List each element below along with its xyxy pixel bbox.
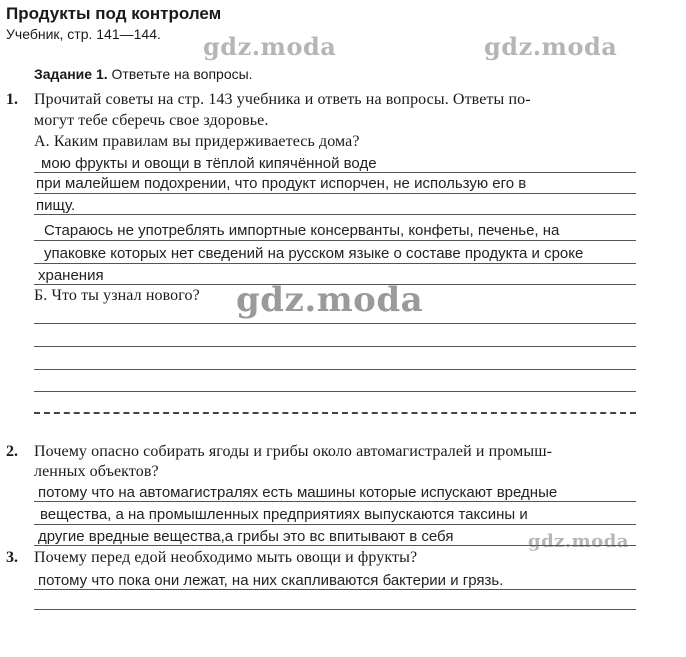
question-text: могут тебе сберечь свое здоровье. xyxy=(34,112,269,129)
watermark: gdz.moda xyxy=(236,280,424,320)
answer-line: мою фрукты и овощи в тёплой кипячённой воде xyxy=(41,155,377,172)
writing-line xyxy=(34,369,636,370)
answer-line: при малейшем подохрении, что продукт испорчен, не использую его в xyxy=(36,175,527,192)
answer-line: другие вредные вещества,а грибы это вс впитывают в себя xyxy=(38,528,454,545)
writing-line xyxy=(34,609,636,610)
writing-line xyxy=(34,501,636,502)
watermark: gdz.moda xyxy=(484,32,618,61)
question-text: ленных объектов? xyxy=(34,463,159,480)
task-label: Задание 1. xyxy=(34,66,108,82)
writing-line xyxy=(34,284,636,285)
answer-line: упаковке которых нет сведений на русском языке о составе продукта и сроке xyxy=(44,245,584,262)
answer-line: потому что на автомагистралях есть машины которые испускают вредные xyxy=(38,484,558,501)
writing-line xyxy=(34,214,636,215)
question-number: 1. xyxy=(6,91,18,108)
writing-line xyxy=(34,323,636,324)
writing-line xyxy=(34,172,636,173)
writing-line xyxy=(34,263,636,264)
writing-line xyxy=(34,589,636,590)
writing-line-dashed xyxy=(34,412,636,414)
page-title: Продукты под контролем xyxy=(6,4,222,23)
question-number: 2. xyxy=(6,443,18,460)
watermark: gdz.moda xyxy=(203,32,337,61)
page-subtitle: Учебник, стр. 141—144. xyxy=(6,26,161,42)
question-text: Почему опасно собирать ягоды и грибы около автомагистралей и промыш- xyxy=(34,443,553,460)
writing-line xyxy=(34,193,636,194)
answer-line: Стараюсь не употреблять импортные консерванты, конфеты, печенье, на xyxy=(44,222,560,239)
subquestion-a: А. Каким правилам вы придерживаетесь дома? xyxy=(34,133,360,150)
question-number: 3. xyxy=(6,549,18,566)
task-heading xyxy=(34,66,253,82)
answer-line: вещества, а на промышленных предприятиях выпускаются таксины и xyxy=(40,506,528,523)
writing-line xyxy=(34,240,636,241)
task-text: Ответьте на вопросы. xyxy=(111,66,253,82)
writing-line xyxy=(34,391,636,392)
answer-line: хранения xyxy=(38,267,104,284)
question-text: Прочитай советы на стр. 143 учебника и ответь на вопросы. Ответы по- xyxy=(34,91,531,108)
answer-line: пищу. xyxy=(36,197,76,214)
writing-line xyxy=(34,545,636,546)
question-text: Почему перед едой необходимо мыть овощи и фрукты? xyxy=(34,549,418,566)
writing-line xyxy=(34,346,636,347)
watermark: gdz.moda xyxy=(528,531,629,552)
answer-line: потому что пока они лежат, на них скапливаются бактерии и грязь. xyxy=(38,572,504,589)
subquestion-b: Б. Что ты узнал нового? xyxy=(34,287,200,304)
writing-line xyxy=(34,524,636,525)
